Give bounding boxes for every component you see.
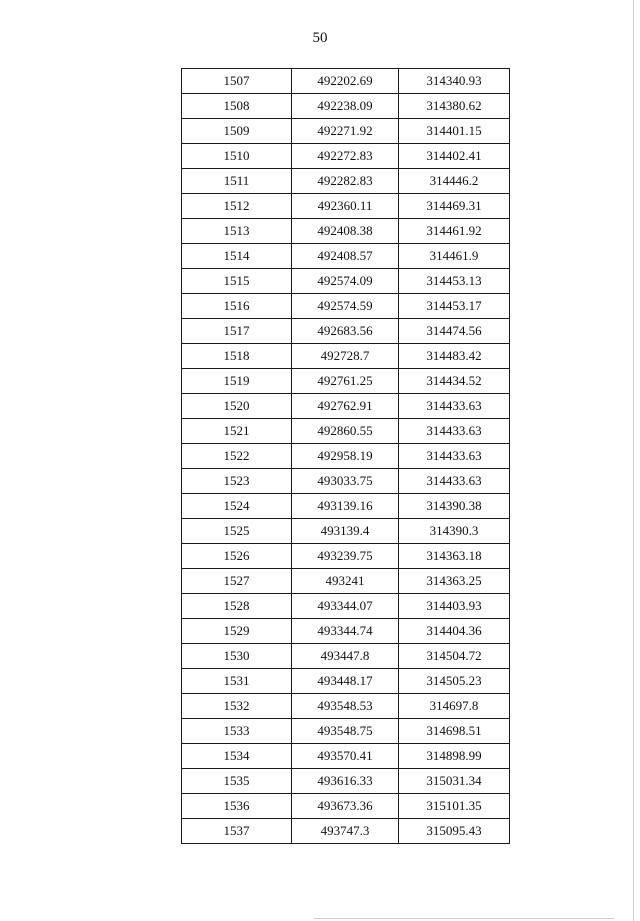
- point-number-cell: 1522: [182, 444, 292, 469]
- x-coordinate-cell: 493747.3: [292, 819, 399, 844]
- y-coordinate-cell: 314433.63: [399, 394, 510, 419]
- y-coordinate-cell: 314390.38: [399, 494, 510, 519]
- y-coordinate-cell: 315101.35: [399, 794, 510, 819]
- y-coordinate-cell: 314433.63: [399, 419, 510, 444]
- x-coordinate-cell: 492761.25: [292, 369, 399, 394]
- y-coordinate-cell: 314434.52: [399, 369, 510, 394]
- point-number-cell: 1525: [182, 519, 292, 544]
- x-coordinate-cell: 492683.56: [292, 319, 399, 344]
- x-coordinate-cell: 493344.74: [292, 619, 399, 644]
- table-row: [182, 519, 510, 544]
- y-coordinate-cell: 314401.15: [399, 119, 510, 144]
- y-coordinate-cell: 314898.99: [399, 744, 510, 769]
- table-row: [182, 569, 510, 594]
- x-coordinate-cell: 493448.17: [292, 669, 399, 694]
- table-row: [182, 469, 510, 494]
- point-number-cell: 1510: [182, 144, 292, 169]
- page-number: 50: [312, 30, 328, 46]
- table-row: [182, 794, 510, 819]
- x-coordinate-cell: 492238.09: [292, 94, 399, 119]
- x-coordinate-cell: 492202.69: [292, 69, 399, 94]
- x-coordinate-cell: 493570.41: [292, 744, 399, 769]
- table-row: [182, 394, 510, 419]
- x-coordinate-cell: 492408.38: [292, 219, 399, 244]
- point-number-cell: 1531: [182, 669, 292, 694]
- table-row: [182, 194, 510, 219]
- x-coordinate-cell: 493548.75: [292, 719, 399, 744]
- table-row: [182, 444, 510, 469]
- x-coordinate-cell: 492574.59: [292, 294, 399, 319]
- x-coordinate-cell: 493673.36: [292, 794, 399, 819]
- table-row: [182, 719, 510, 744]
- table-row: [182, 619, 510, 644]
- y-coordinate-cell: 314403.93: [399, 594, 510, 619]
- point-number-cell: 1530: [182, 644, 292, 669]
- table-row: [182, 369, 510, 394]
- x-coordinate-cell: 492271.92: [292, 119, 399, 144]
- table-row: [182, 269, 510, 294]
- x-coordinate-cell: 492860.55: [292, 419, 399, 444]
- point-number-cell: 1514: [182, 244, 292, 269]
- point-number-cell: 1537: [182, 819, 292, 844]
- x-coordinate-cell: 492408.57: [292, 244, 399, 269]
- y-coordinate-cell: 314461.9: [399, 244, 510, 269]
- table-row: [182, 319, 510, 344]
- table-row: [182, 94, 510, 119]
- y-coordinate-cell: 314698.51: [399, 719, 510, 744]
- x-coordinate-cell: 493447.8: [292, 644, 399, 669]
- x-coordinate-cell: 493033.75: [292, 469, 399, 494]
- y-coordinate-cell: 314433.63: [399, 469, 510, 494]
- y-coordinate-cell: 314504.72: [399, 644, 510, 669]
- scan-edge-line-right: [633, 0, 634, 921]
- table-row: [182, 669, 510, 694]
- x-coordinate-cell: 493239.75: [292, 544, 399, 569]
- y-coordinate-cell: 314340.93: [399, 69, 510, 94]
- point-number-cell: 1507: [182, 69, 292, 94]
- x-coordinate-cell: 493139.4: [292, 519, 399, 544]
- y-coordinate-cell: 314363.25: [399, 569, 510, 594]
- point-number-cell: 1523: [182, 469, 292, 494]
- y-coordinate-cell: 314453.17: [399, 294, 510, 319]
- y-coordinate-cell: 315095.43: [399, 819, 510, 844]
- y-coordinate-cell: 314446.2: [399, 169, 510, 194]
- x-coordinate-cell: 493344.07: [292, 594, 399, 619]
- y-coordinate-cell: 314363.18: [399, 544, 510, 569]
- point-number-cell: 1517: [182, 319, 292, 344]
- table-row: [182, 344, 510, 369]
- table-row: [182, 744, 510, 769]
- point-number-cell: 1511: [182, 169, 292, 194]
- y-coordinate-cell: 314469.31: [399, 194, 510, 219]
- table-row: [182, 144, 510, 169]
- point-number-cell: 1508: [182, 94, 292, 119]
- table-row: [182, 69, 510, 94]
- y-coordinate-cell: 314505.23: [399, 669, 510, 694]
- x-coordinate-cell: 492574.09: [292, 269, 399, 294]
- point-number-cell: 1524: [182, 494, 292, 519]
- x-coordinate-cell: 492762.91: [292, 394, 399, 419]
- coordinates-table: [181, 68, 510, 844]
- y-coordinate-cell: 314483.42: [399, 344, 510, 369]
- y-coordinate-cell: 314461.92: [399, 219, 510, 244]
- point-number-cell: 1534: [182, 744, 292, 769]
- table-row: [182, 419, 510, 444]
- y-coordinate-cell: 314390.3: [399, 519, 510, 544]
- x-coordinate-cell: 493616.33: [292, 769, 399, 794]
- y-coordinate-cell: 314404.36: [399, 619, 510, 644]
- y-coordinate-cell: 314697.8: [399, 694, 510, 719]
- point-number-cell: 1529: [182, 619, 292, 644]
- point-number-cell: 1516: [182, 294, 292, 319]
- x-coordinate-cell: 492360.11: [292, 194, 399, 219]
- y-coordinate-cell: 314453.13: [399, 269, 510, 294]
- table-row: [182, 244, 510, 269]
- point-number-cell: 1527: [182, 569, 292, 594]
- y-coordinate-cell: 314433.63: [399, 444, 510, 469]
- x-coordinate-cell: 493241: [292, 569, 399, 594]
- table-row: [182, 169, 510, 194]
- point-number-cell: 1535: [182, 769, 292, 794]
- y-coordinate-cell: 314474.56: [399, 319, 510, 344]
- table-row: [182, 594, 510, 619]
- point-number-cell: 1536: [182, 794, 292, 819]
- point-number-cell: 1513: [182, 219, 292, 244]
- point-number-cell: 1532: [182, 694, 292, 719]
- table-row: [182, 644, 510, 669]
- point-number-cell: 1521: [182, 419, 292, 444]
- table-row: [182, 769, 510, 794]
- table-row: [182, 544, 510, 569]
- coordinates-table-body: [182, 69, 510, 844]
- x-coordinate-cell: 492728.7: [292, 344, 399, 369]
- scan-edge-line: [314, 918, 614, 919]
- table-row: [182, 494, 510, 519]
- point-number-cell: 1515: [182, 269, 292, 294]
- point-number-cell: 1526: [182, 544, 292, 569]
- y-coordinate-cell: 314402.41: [399, 144, 510, 169]
- point-number-cell: 1533: [182, 719, 292, 744]
- table-row: [182, 294, 510, 319]
- x-coordinate-cell: 492958.19: [292, 444, 399, 469]
- x-coordinate-cell: 492282.83: [292, 169, 399, 194]
- x-coordinate-cell: 493139.16: [292, 494, 399, 519]
- x-coordinate-cell: 493548.53: [292, 694, 399, 719]
- table-row: [182, 694, 510, 719]
- point-number-cell: 1512: [182, 194, 292, 219]
- point-number-cell: 1518: [182, 344, 292, 369]
- point-number-cell: 1509: [182, 119, 292, 144]
- table-row: [182, 219, 510, 244]
- y-coordinate-cell: 314380.62: [399, 94, 510, 119]
- y-coordinate-cell: 315031.34: [399, 769, 510, 794]
- point-number-cell: 1519: [182, 369, 292, 394]
- point-number-cell: 1520: [182, 394, 292, 419]
- table-row: [182, 119, 510, 144]
- point-number-cell: 1528: [182, 594, 292, 619]
- table-row: [182, 819, 510, 844]
- x-coordinate-cell: 492272.83: [292, 144, 399, 169]
